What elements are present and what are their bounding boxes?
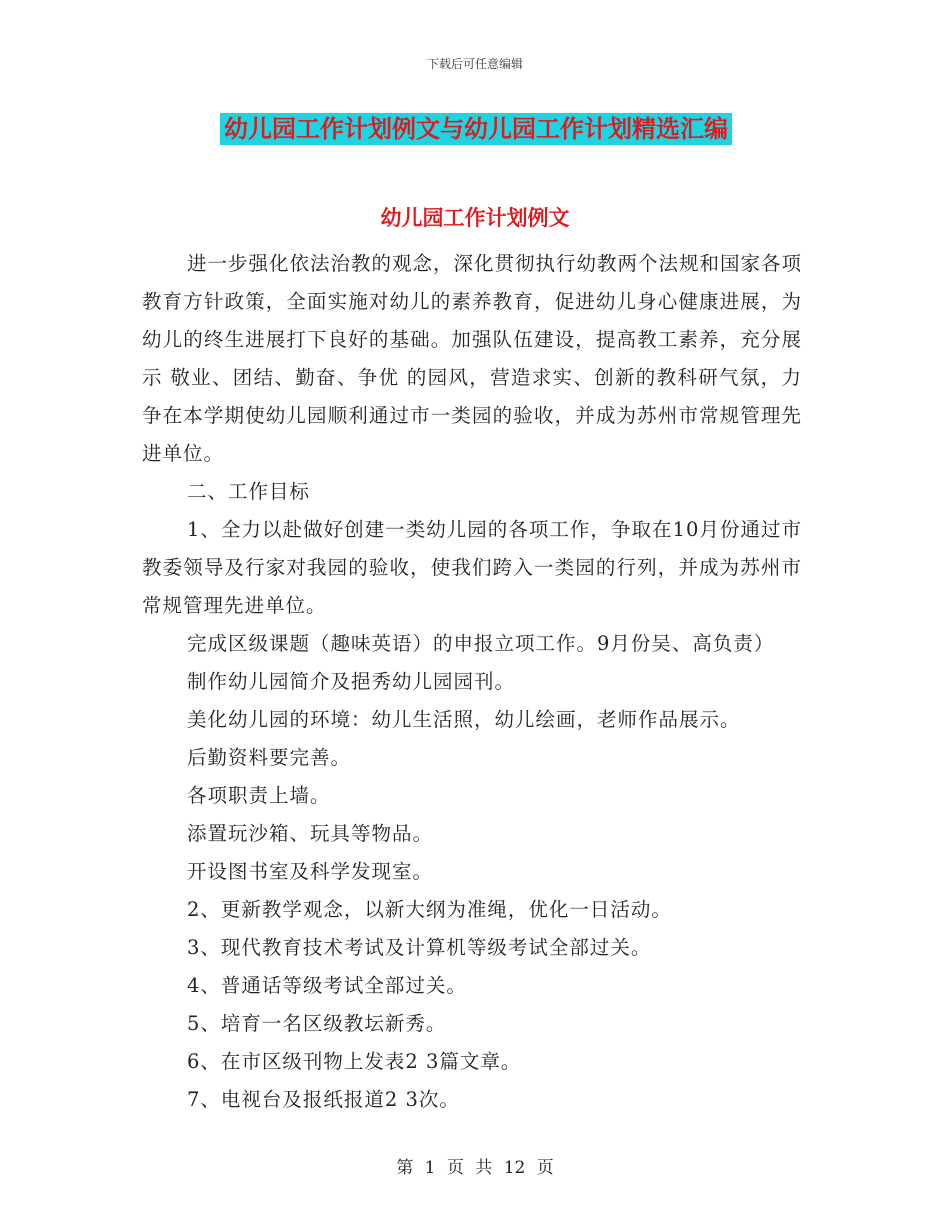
list-item: 后勤资料要完善。 (187, 746, 352, 769)
list-item: 添置玩沙箱、玩具等物品。 (187, 822, 434, 845)
intro-paragraph: 进一步强化依法治教的观念，深化贯彻执行幼教两个法规和国家各项教育方针政策，全面实施对幼儿的素养教育，促进幼儿身心健康进展，为幼儿的终生进展打下良好的基础。加强队伍建设，提高教工素养，充分展示 敬业、团结、勤奋、争优 的园风，营造求实、创新的教科研气氛，力争在本学期使幼儿园顺利通过市一类园的验收，并成为苏州市常规管理先进单位。 (142, 252, 803, 465)
main-title: 幼儿园工作计划例文与幼儿园工作计划精选汇编 (220, 113, 732, 145)
goal-heading: 二、工作目标 (187, 480, 311, 503)
list-item: 各项职责上墙。 (187, 784, 331, 807)
list-item: 2、更新教学观念，以新大纲为准绳，优化一日活动。 (187, 898, 672, 921)
list-item: 美化幼儿园的环境：幼儿生活照，幼儿绘画，老师作品展示。 (187, 708, 741, 731)
list-item: 6、在市区级刊物上发表2 3篇文章。 (187, 1050, 522, 1073)
page-footer: 第 1 页 共 12 页 (396, 1158, 554, 1178)
document-body (142, 245, 802, 1119)
list-item: 5、培育一名区级教坛新秀。 (187, 1012, 447, 1035)
list-item: 开设图书室及科学发现室。 (187, 860, 434, 883)
list-item: 3、现代教育技术考试及计算机等级考试全部过关。 (187, 936, 652, 959)
list-item: 制作幼儿园简介及挹秀幼儿园园刊。 (187, 670, 516, 693)
list-item: 完成区级课题（趣味英语）的申报立项工作。9月份吴、高负责） (187, 632, 775, 655)
list-item: 7、电视台及报纸报道2 3次。 (187, 1088, 460, 1111)
header-note: 下载后可任意编辑 (426, 57, 523, 71)
list-item: 4、普通话等级考试全部过关。 (187, 974, 467, 997)
section-title: 幼儿园工作计划例文 (380, 205, 570, 230)
goal-1-paragraph: 1、全力以赴做好创建一类幼儿园的各项工作，争取在10月份通过市教委领导及行家对我园的验收，使我们跨入一类园的行列，并成为苏州市常规管理先进单位。 (142, 518, 802, 617)
